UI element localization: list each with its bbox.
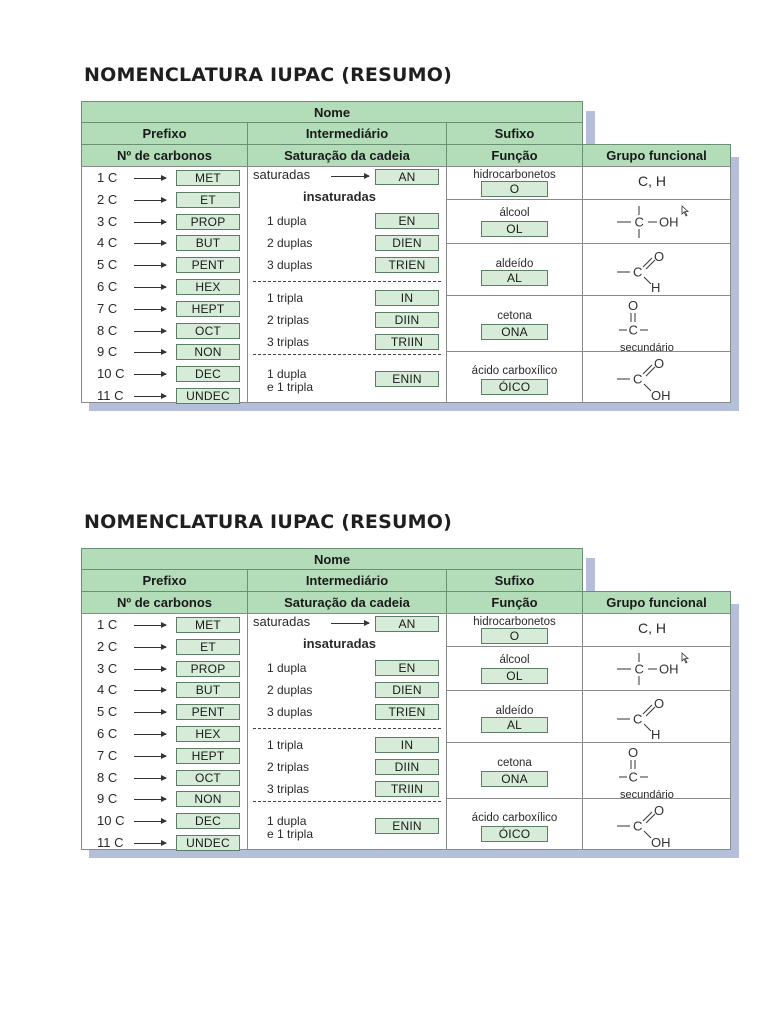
atom-c: C xyxy=(628,769,638,785)
function-name: hidrocarbonetos xyxy=(473,169,556,181)
infix-box: DIIN xyxy=(375,759,439,775)
function-name: álcool xyxy=(499,207,530,219)
prefix-box: NON xyxy=(176,791,240,807)
atom-c: C xyxy=(634,214,644,230)
carbon-count: 3 C xyxy=(97,660,118,676)
row-divider xyxy=(446,351,731,352)
alcohol-group-icon xyxy=(611,201,701,241)
function-name: cetona xyxy=(497,310,532,322)
arrow-icon xyxy=(134,265,166,266)
header-n-carbonos: Nº de carbonos xyxy=(81,591,248,614)
infix-box: DIEN xyxy=(375,682,439,698)
prefix-box: OCT xyxy=(176,323,240,339)
arrow-icon xyxy=(134,712,166,713)
carbon-count: 1 C xyxy=(97,170,118,185)
carbon-count: 11 C xyxy=(97,835,124,850)
function-suffix-box: ÓICO xyxy=(481,379,548,395)
carbon-count: 9 C xyxy=(97,344,118,360)
arrow-icon xyxy=(134,200,166,201)
row-divider xyxy=(446,199,731,200)
row-divider xyxy=(446,646,731,647)
carbon-count: 9 C xyxy=(97,791,118,807)
function-name: aldeído xyxy=(495,705,534,717)
atom-oh: OH xyxy=(659,661,679,677)
arrow-icon xyxy=(134,799,166,800)
carbon-count: 7 C xyxy=(97,300,118,316)
function-name: aldeído xyxy=(495,258,534,270)
atom-c: C xyxy=(633,264,643,280)
mixed-label-line1: 1 dupla xyxy=(267,367,307,381)
row-divider xyxy=(446,295,731,296)
function-name: ácido carboxílico xyxy=(471,365,558,377)
function-suffix-box: ÓICO xyxy=(481,826,548,842)
table-shadow xyxy=(89,850,739,858)
carbon-count: 4 C xyxy=(97,235,118,251)
insaturadas-label: insaturadas xyxy=(303,636,376,651)
insaturadas-label: insaturadas xyxy=(303,189,376,204)
bond-label: 3 triplas xyxy=(267,782,310,796)
prefix-box: DEC xyxy=(176,366,240,382)
header-grupo-funcional: Grupo funcional xyxy=(582,144,731,167)
hydrocarbon-group: C, H xyxy=(638,173,666,189)
alcohol-group-icon xyxy=(611,648,701,688)
bond-label: 1 dupla xyxy=(267,661,307,675)
prefix-box: NON xyxy=(176,344,240,360)
atom-oh: OH xyxy=(651,835,671,850)
function-name: álcool xyxy=(499,654,530,666)
arrow-icon xyxy=(134,222,166,223)
suffix-box-an: AN xyxy=(375,616,439,632)
header-intermediario: Intermediário xyxy=(247,569,447,592)
infix-box: DIIN xyxy=(375,312,439,328)
bond-label: 2 triplas xyxy=(267,313,310,327)
arrow-icon xyxy=(134,396,166,397)
arrow-icon xyxy=(331,176,369,177)
page-title: NOMENCLATURA IUPAC (RESUMO) xyxy=(84,511,452,533)
arrow-icon xyxy=(134,625,166,626)
arrow-icon xyxy=(331,623,369,624)
function-suffix-box: AL xyxy=(481,717,548,733)
carbon-count: 2 C xyxy=(97,191,118,207)
atom-o: O xyxy=(628,298,639,313)
aldehyde-group-icon xyxy=(613,693,693,741)
arrow-icon xyxy=(134,734,166,735)
infix-box: EN xyxy=(375,213,439,229)
atom-o: O xyxy=(654,696,665,711)
arrow-icon xyxy=(134,756,166,757)
mixed-label-line1: 1 dupla xyxy=(267,814,307,828)
infix-box: DIEN xyxy=(375,235,439,251)
prefix-box: HEPT xyxy=(176,301,240,317)
atom-o: O xyxy=(654,803,665,818)
header-intermediario: Intermediário xyxy=(247,122,447,145)
infix-box: TRIIN xyxy=(375,781,439,797)
prefix-box: UNDEC xyxy=(176,835,240,851)
header-saturacao: Saturação da cadeia xyxy=(247,144,447,167)
nomenclature-block xyxy=(0,511,768,911)
infix-box: EN xyxy=(375,660,439,676)
header-saturacao: Saturação da cadeia xyxy=(247,591,447,614)
iupac-table xyxy=(81,548,731,850)
prefix-box: DEC xyxy=(176,813,240,829)
carbon-count: 5 C xyxy=(97,704,118,720)
function-name: cetona xyxy=(497,757,532,769)
function-suffix-box: OL xyxy=(481,668,548,684)
iupac-table xyxy=(81,101,731,403)
function-suffix-box: AL xyxy=(481,270,548,286)
bond-label: 2 duplas xyxy=(267,236,313,250)
arrow-icon xyxy=(134,287,166,288)
atom-c: C xyxy=(634,661,644,677)
row-divider xyxy=(446,742,731,743)
infix-box: IN xyxy=(375,737,439,753)
arrow-icon xyxy=(134,178,166,179)
arrow-icon xyxy=(134,243,166,244)
atom-oh: OH xyxy=(651,388,671,403)
function-suffix-box: O xyxy=(481,628,548,644)
prefix-box: UNDEC xyxy=(176,388,240,404)
prefix-box: MET xyxy=(176,170,240,186)
suffix-box-an: AN xyxy=(375,169,439,185)
table-shadow xyxy=(89,403,739,411)
header-nome: Nome xyxy=(81,101,583,123)
header-grupo-funcional: Grupo funcional xyxy=(582,591,731,614)
secundario-label: secundário xyxy=(620,789,674,801)
prefix-box: HEX xyxy=(176,726,240,742)
carbon-count: 6 C xyxy=(97,279,118,294)
suffix-box-enin: ENIN xyxy=(375,818,439,834)
carbon-count: 4 C xyxy=(97,682,118,698)
arrow-icon xyxy=(134,778,166,779)
arrow-icon xyxy=(134,821,166,822)
bond-label: 1 tripla xyxy=(267,291,304,305)
arrow-icon xyxy=(134,843,166,844)
carboxylic-group-icon xyxy=(613,353,703,403)
carbon-count: 8 C xyxy=(97,769,118,785)
dashed-divider xyxy=(253,801,441,802)
atom-c: C xyxy=(633,818,643,834)
prefix-box: PROP xyxy=(176,661,240,677)
infix-box: TRIEN xyxy=(375,704,439,720)
carbon-count: 7 C xyxy=(97,747,118,763)
row-divider xyxy=(446,243,731,244)
bond-label: 3 triplas xyxy=(267,335,310,349)
header-prefixo: Prefixo xyxy=(81,569,248,592)
mixed-label-line2: e 1 tripla xyxy=(267,827,314,841)
arrow-icon xyxy=(134,669,166,670)
header-n-carbonos: Nº de carbonos xyxy=(81,144,248,167)
infix-box: TRIIN xyxy=(375,334,439,350)
hydrocarbon-group: C, H xyxy=(638,620,666,636)
row-divider xyxy=(446,798,731,799)
carbon-count: 1 C xyxy=(97,617,118,632)
carbon-count: 8 C xyxy=(97,322,118,338)
dashed-divider xyxy=(253,281,441,282)
prefix-box: HEX xyxy=(176,279,240,295)
nomenclature-block xyxy=(0,64,768,464)
table-shadow xyxy=(731,604,739,858)
atom-h: H xyxy=(651,280,661,294)
atom-o: O xyxy=(654,249,665,264)
header-funcao: Função xyxy=(446,591,583,614)
saturadas-label: saturadas xyxy=(253,167,311,182)
arrow-icon xyxy=(134,647,166,648)
atom-c: C xyxy=(628,322,638,338)
infix-box: TRIEN xyxy=(375,257,439,273)
header-nome: Nome xyxy=(81,548,583,570)
arrow-icon xyxy=(134,374,166,375)
carbon-count: 10 C xyxy=(97,813,125,829)
carbon-count: 2 C xyxy=(97,638,118,654)
prefix-box: PROP xyxy=(176,214,240,230)
prefix-box: MET xyxy=(176,617,240,633)
atom-o: O xyxy=(654,356,665,371)
bond-label: 1 tripla xyxy=(267,738,304,752)
function-suffix-box: ONA xyxy=(481,771,548,787)
function-suffix-box: OL xyxy=(481,221,548,237)
function-suffix-box: O xyxy=(481,181,548,197)
saturadas-label: saturadas xyxy=(253,614,311,629)
prefix-box: PENT xyxy=(176,704,240,720)
arrow-icon xyxy=(134,309,166,310)
carbon-count: 6 C xyxy=(97,726,118,741)
aldehyde-group-icon xyxy=(613,246,693,294)
prefix-box: ET xyxy=(176,639,240,655)
suffix-box-enin: ENIN xyxy=(375,371,439,387)
page-title: NOMENCLATURA IUPAC (RESUMO) xyxy=(84,64,452,86)
prefix-box: PENT xyxy=(176,257,240,273)
atom-o: O xyxy=(628,745,639,760)
carbon-count: 11 C xyxy=(97,388,124,403)
prefix-box: HEPT xyxy=(176,748,240,764)
prefix-box: OCT xyxy=(176,770,240,786)
secundario-label: secundário xyxy=(620,342,674,354)
bond-label: 3 duplas xyxy=(267,705,313,719)
atom-c: C xyxy=(633,711,643,727)
bond-label: 2 triplas xyxy=(267,760,310,774)
function-suffix-box: ONA xyxy=(481,324,548,340)
carbon-count: 3 C xyxy=(97,213,118,229)
dashed-divider xyxy=(253,728,441,729)
prefix-box: BUT xyxy=(176,682,240,698)
header-sufixo: Sufixo xyxy=(446,569,583,592)
arrow-icon xyxy=(134,331,166,332)
row-divider xyxy=(446,690,731,691)
carbon-count: 5 C xyxy=(97,257,118,273)
carbon-count: 10 C xyxy=(97,366,125,382)
header-funcao: Função xyxy=(446,144,583,167)
arrow-icon xyxy=(134,690,166,691)
function-name: hidrocarbonetos xyxy=(473,616,556,628)
bond-label: 3 duplas xyxy=(267,258,313,272)
dashed-divider xyxy=(253,354,441,355)
carboxylic-group-icon xyxy=(613,800,703,850)
atom-h: H xyxy=(651,727,661,741)
header-prefixo: Prefixo xyxy=(81,122,248,145)
infix-box: IN xyxy=(375,290,439,306)
bond-label: 2 duplas xyxy=(267,683,313,697)
prefix-box: BUT xyxy=(176,235,240,251)
header-sufixo: Sufixo xyxy=(446,122,583,145)
bond-label: 1 dupla xyxy=(267,214,307,228)
mixed-label-line2: e 1 tripla xyxy=(267,380,314,394)
arrow-icon xyxy=(134,352,166,353)
prefix-box: ET xyxy=(176,192,240,208)
atom-c: C xyxy=(633,371,643,387)
table-shadow xyxy=(731,157,739,411)
atom-oh: OH xyxy=(659,214,679,230)
function-name: ácido carboxílico xyxy=(471,812,558,824)
